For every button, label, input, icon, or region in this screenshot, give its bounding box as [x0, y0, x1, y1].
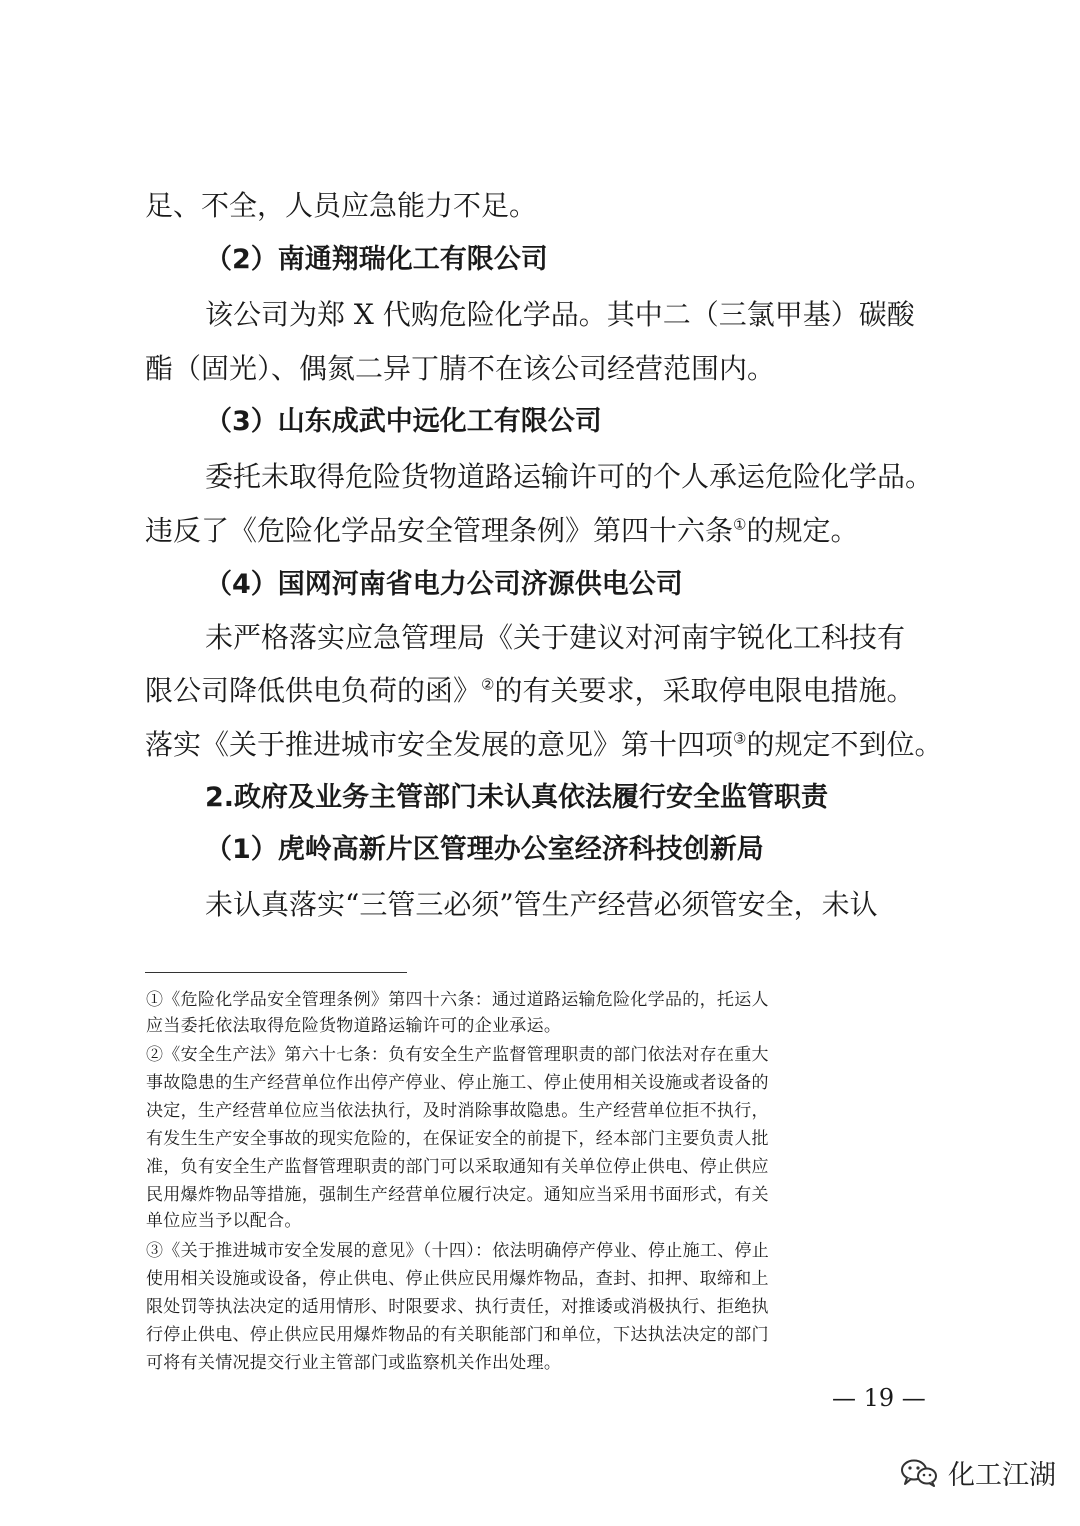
footnote-line: ③《关于推进城市安全发展的意见》（十四）：依法明确停产停业、停止施工、停止	[146, 1241, 770, 1261]
body-text: 落实《关于推进城市安全发展的意见》第十四项	[145, 728, 734, 761]
section-heading: 2.政府及业务主管部门未认真依法履行安全监管职责	[205, 782, 829, 813]
body-line: 委托未取得危险货物道路运输许可的个人承运危险化学品。	[205, 460, 934, 493]
body-text: 的规定不到位。	[746, 728, 943, 761]
watermark	[900, 1453, 1056, 1492]
footnote-ref[interactable]: ②	[481, 675, 495, 694]
body-text: 违反了《危险化学品安全管理条例》第四十六条	[145, 514, 734, 547]
body-line	[145, 671, 914, 711]
body-line	[145, 511, 858, 551]
footnote-line: 准，负有安全生产监督管理职责的部门可以采取通知有关单位停止供电、停止供应	[146, 1157, 769, 1177]
footnote-line: 限处罚等执法决定的适用情形、时限要求、执行责任，对推诿或消极执行、拒绝执	[146, 1297, 769, 1317]
footnote-ref[interactable]: ①	[733, 515, 747, 534]
footnote-line: 行停止供电、停止供应民用爆炸物品的有关职能部门和单位，下达执法决定的部门	[146, 1325, 769, 1345]
footnote-ref[interactable]: ③	[733, 729, 747, 748]
body-line: 未严格落实应急管理局《关于建议对河南宇锐化工科技有	[205, 621, 906, 654]
subsection-heading: （1）虎岭高新片区管理办公室经济科技创新局	[205, 834, 764, 865]
footnote-line: 使用相关设施或设备，停止供电、停止供应民用爆炸物品，查封、扣押、取缔和上	[146, 1269, 769, 1289]
footnote-line: 应当委托依法取得危险货物道路运输许可的企业承运。	[146, 1016, 562, 1036]
body-text: 的有关要求，采取停电限电措施。	[494, 674, 915, 707]
body-line: 该公司为郑 X 代购危险化学品。其中二（三氯甲基）碳酸	[205, 298, 915, 331]
body-line: 酯（固光）、偶氮二异丁腈不在该公司经营范围内。	[145, 352, 776, 385]
body-text: 的规定。	[746, 514, 859, 547]
footnote-line: 决定，生产经营单位应当依法执行，及时消除事故隐患。生产经营单位拒不执行，	[146, 1101, 769, 1121]
footnote-line: 可将有关情况提交行业主管部门或监察机关作出处理。	[146, 1353, 562, 1373]
body-text: 限公司降低供电负荷的函》	[145, 674, 482, 707]
footnote-line: 民用爆炸物品等措施，强制生产经营单位履行决定。通知应当采用书面形式，有关	[146, 1185, 769, 1205]
body-line: 足、不全，人员应急能力不足。	[145, 189, 538, 222]
footnote-line: 单位应当予以配合。	[146, 1211, 302, 1231]
wechat-icon	[900, 1459, 938, 1487]
footnote-line: 有发生生产安全事故的现实危险的，在保证安全的前提下，经本部门主要负责人批	[146, 1129, 769, 1149]
body-line: 未认真落实“三管三必须”管生产经营必须管安全，未认	[205, 888, 878, 921]
subsection-heading: （2）南通翔瑞化工有限公司	[205, 244, 548, 275]
footnote-line: ②《安全生产法》第六十七条：负有安全生产监督管理职责的部门依法对存在重大	[146, 1045, 769, 1065]
watermark-text: 化工江湖	[948, 1460, 1056, 1491]
subsection-heading: （4）国网河南省电力公司济源供电公司	[205, 569, 683, 600]
body-line	[145, 725, 942, 765]
footnote-separator	[145, 972, 407, 973]
page-number: — 19 —	[832, 1384, 926, 1412]
footnote-line: 事故隐患的生产经营单位作出停产停业、停止施工、停止使用相关设施或者设备的	[146, 1073, 769, 1093]
subsection-heading: （3）山东成武中远化工有限公司	[205, 406, 602, 437]
footnote-line: ①《危险化学品安全管理条例》第四十六条：通过道路运输危险化学品的，托运人	[146, 990, 769, 1010]
